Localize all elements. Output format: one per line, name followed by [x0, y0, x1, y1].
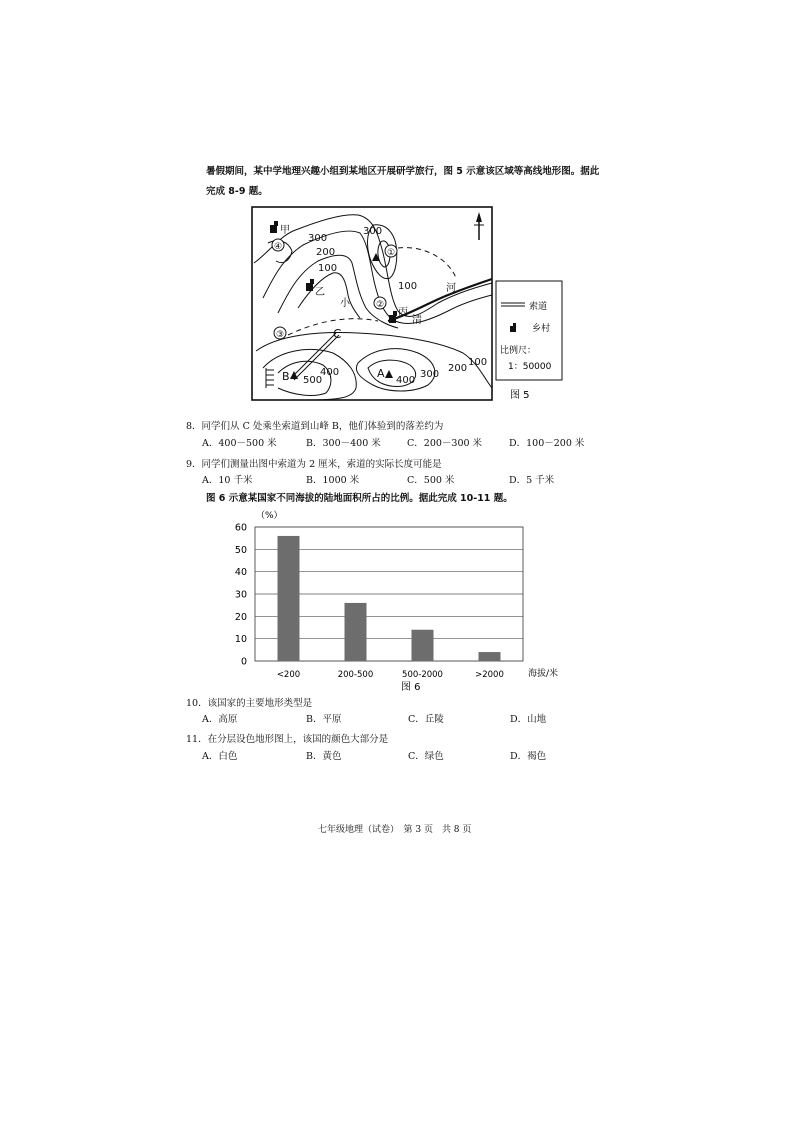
label-river-he: 河 [446, 283, 456, 294]
contour-label-200c: 200 [448, 363, 468, 374]
contour-label-300c: 300 [420, 369, 440, 380]
chart-bar [278, 536, 300, 661]
q11-option-b: B．黄色 [306, 751, 342, 762]
q11-option-c: C．绿色 [408, 751, 444, 762]
chart-x-tick-label: >2000 [475, 670, 504, 680]
chart-y-tick-label: 50 [234, 544, 247, 556]
chart-x-tick-label: 200-500 [337, 670, 374, 680]
chart-bar [345, 603, 367, 661]
chart-x-tick-label: 500-2000 [402, 670, 443, 680]
page-footer: 七年级地理（试卷） 第 3 页 共 8 页 [318, 825, 472, 835]
legend-scale-label: 比例尺： [500, 346, 537, 356]
question-11-stem: 11．在分层设色地形图上，该国的颜色大部分是 [186, 734, 389, 745]
contour-label-100b: 100 [398, 281, 418, 292]
q9-option-d: D．5 千米 [509, 475, 555, 486]
chart-y-tick-label: 40 [234, 567, 247, 579]
label-village-jia: 甲 [280, 225, 290, 236]
intro-paragraph [206, 162, 626, 202]
legend-village-label: 乡村 [532, 324, 551, 334]
q9-option-a: A．10 千米 [202, 475, 253, 486]
label-point-c: C [333, 327, 342, 341]
q10-option-d: D．山地 [510, 714, 547, 725]
q11-option-a: A．白色 [202, 751, 238, 762]
circled-number-3: ③ [276, 330, 285, 340]
chart-y-tick-label: 20 [234, 611, 247, 623]
q10-option-c: C．丘陵 [408, 714, 444, 725]
chart-y-axis-label: （%） [256, 511, 283, 521]
label-point-b: B [282, 370, 290, 383]
q9-option-c: C．500 米 [407, 475, 455, 486]
q9-option-b: B．1000 米 [306, 475, 360, 486]
q8-option-d: D．100－200 米 [509, 438, 585, 449]
bar-chart [220, 505, 580, 695]
contour-label-200a: 200 [316, 247, 336, 258]
contour-label-300a: 300 [308, 233, 328, 244]
chart-y-ticks [235, 523, 247, 668]
chart-y-tick-label: 60 [234, 522, 247, 534]
contour-label-100c: 100 [468, 357, 488, 368]
q8-option-c: C．200－300 米 [407, 438, 483, 449]
legend-cable-label: 索道 [529, 302, 548, 312]
chart-x-axis-label: 海拔/米 [528, 669, 559, 679]
chart-y-tick-label: 10 [234, 634, 247, 646]
circled-number-1: ① [387, 248, 396, 258]
circled-number-2: ② [376, 300, 385, 310]
figure-5-caption: 图 5 [510, 390, 530, 401]
question-9-stem: 9．同学们测量出图中索道为 2 厘米，索道的实际长度可能是 [186, 459, 442, 470]
label-river-xiao: 小 [340, 298, 350, 309]
label-point-a: A [377, 367, 385, 380]
label-river-qing: 清 [412, 315, 422, 326]
question-8-stem: 8．同学们从 C 处乘坐索道到山峰 B，他们体验到的落差约为 [186, 421, 444, 432]
q10-option-b: B．平原 [306, 714, 342, 725]
q11-option-d: D．褐色 [510, 751, 547, 762]
chart-y-tick-label: 30 [234, 589, 247, 601]
circled-number-4: ④ [274, 242, 283, 252]
chart-x-ticks [277, 670, 504, 680]
intro-paragraph-2: 图 6 示意某国家不同海拔的陆地面积所占的比例。据此完成 10-11 题。 [206, 493, 513, 504]
contour-map [248, 203, 568, 403]
intro-line-1: 暑假期间，某中学地理兴趣小组到某地区开展研学旅行，图 5 示意该区域等高线地形图。据此 [206, 166, 600, 177]
chart-y-tick-label: 0 [240, 656, 247, 668]
label-village-bing: 丙 [398, 307, 408, 318]
contour-label-500: 500 [303, 375, 323, 386]
chart-bars [278, 536, 501, 661]
q8-option-b: B．300－400 米 [306, 438, 381, 449]
chart-bar [479, 652, 501, 661]
chart-x-tick-label: <200 [276, 670, 301, 680]
label-village-yi: 乙 [315, 287, 325, 298]
contour-label-300b: 300 [363, 226, 383, 237]
legend-scale-value: 1：50000 [508, 362, 552, 372]
q8-option-a: A．400－500 米 [202, 438, 277, 449]
q10-option-a: A．高原 [202, 714, 238, 725]
chart-bar [412, 630, 434, 661]
question-10-stem: 10．该国家的主要地形类型是 [186, 698, 313, 709]
figure-6-caption: 图 6 [401, 682, 421, 693]
contour-label-400a: 400 [320, 367, 340, 378]
contour-label-100a: 100 [318, 263, 338, 274]
intro-line-2: 完成 8-9 题。 [206, 186, 268, 197]
contour-label-400b: 400 [396, 375, 416, 386]
